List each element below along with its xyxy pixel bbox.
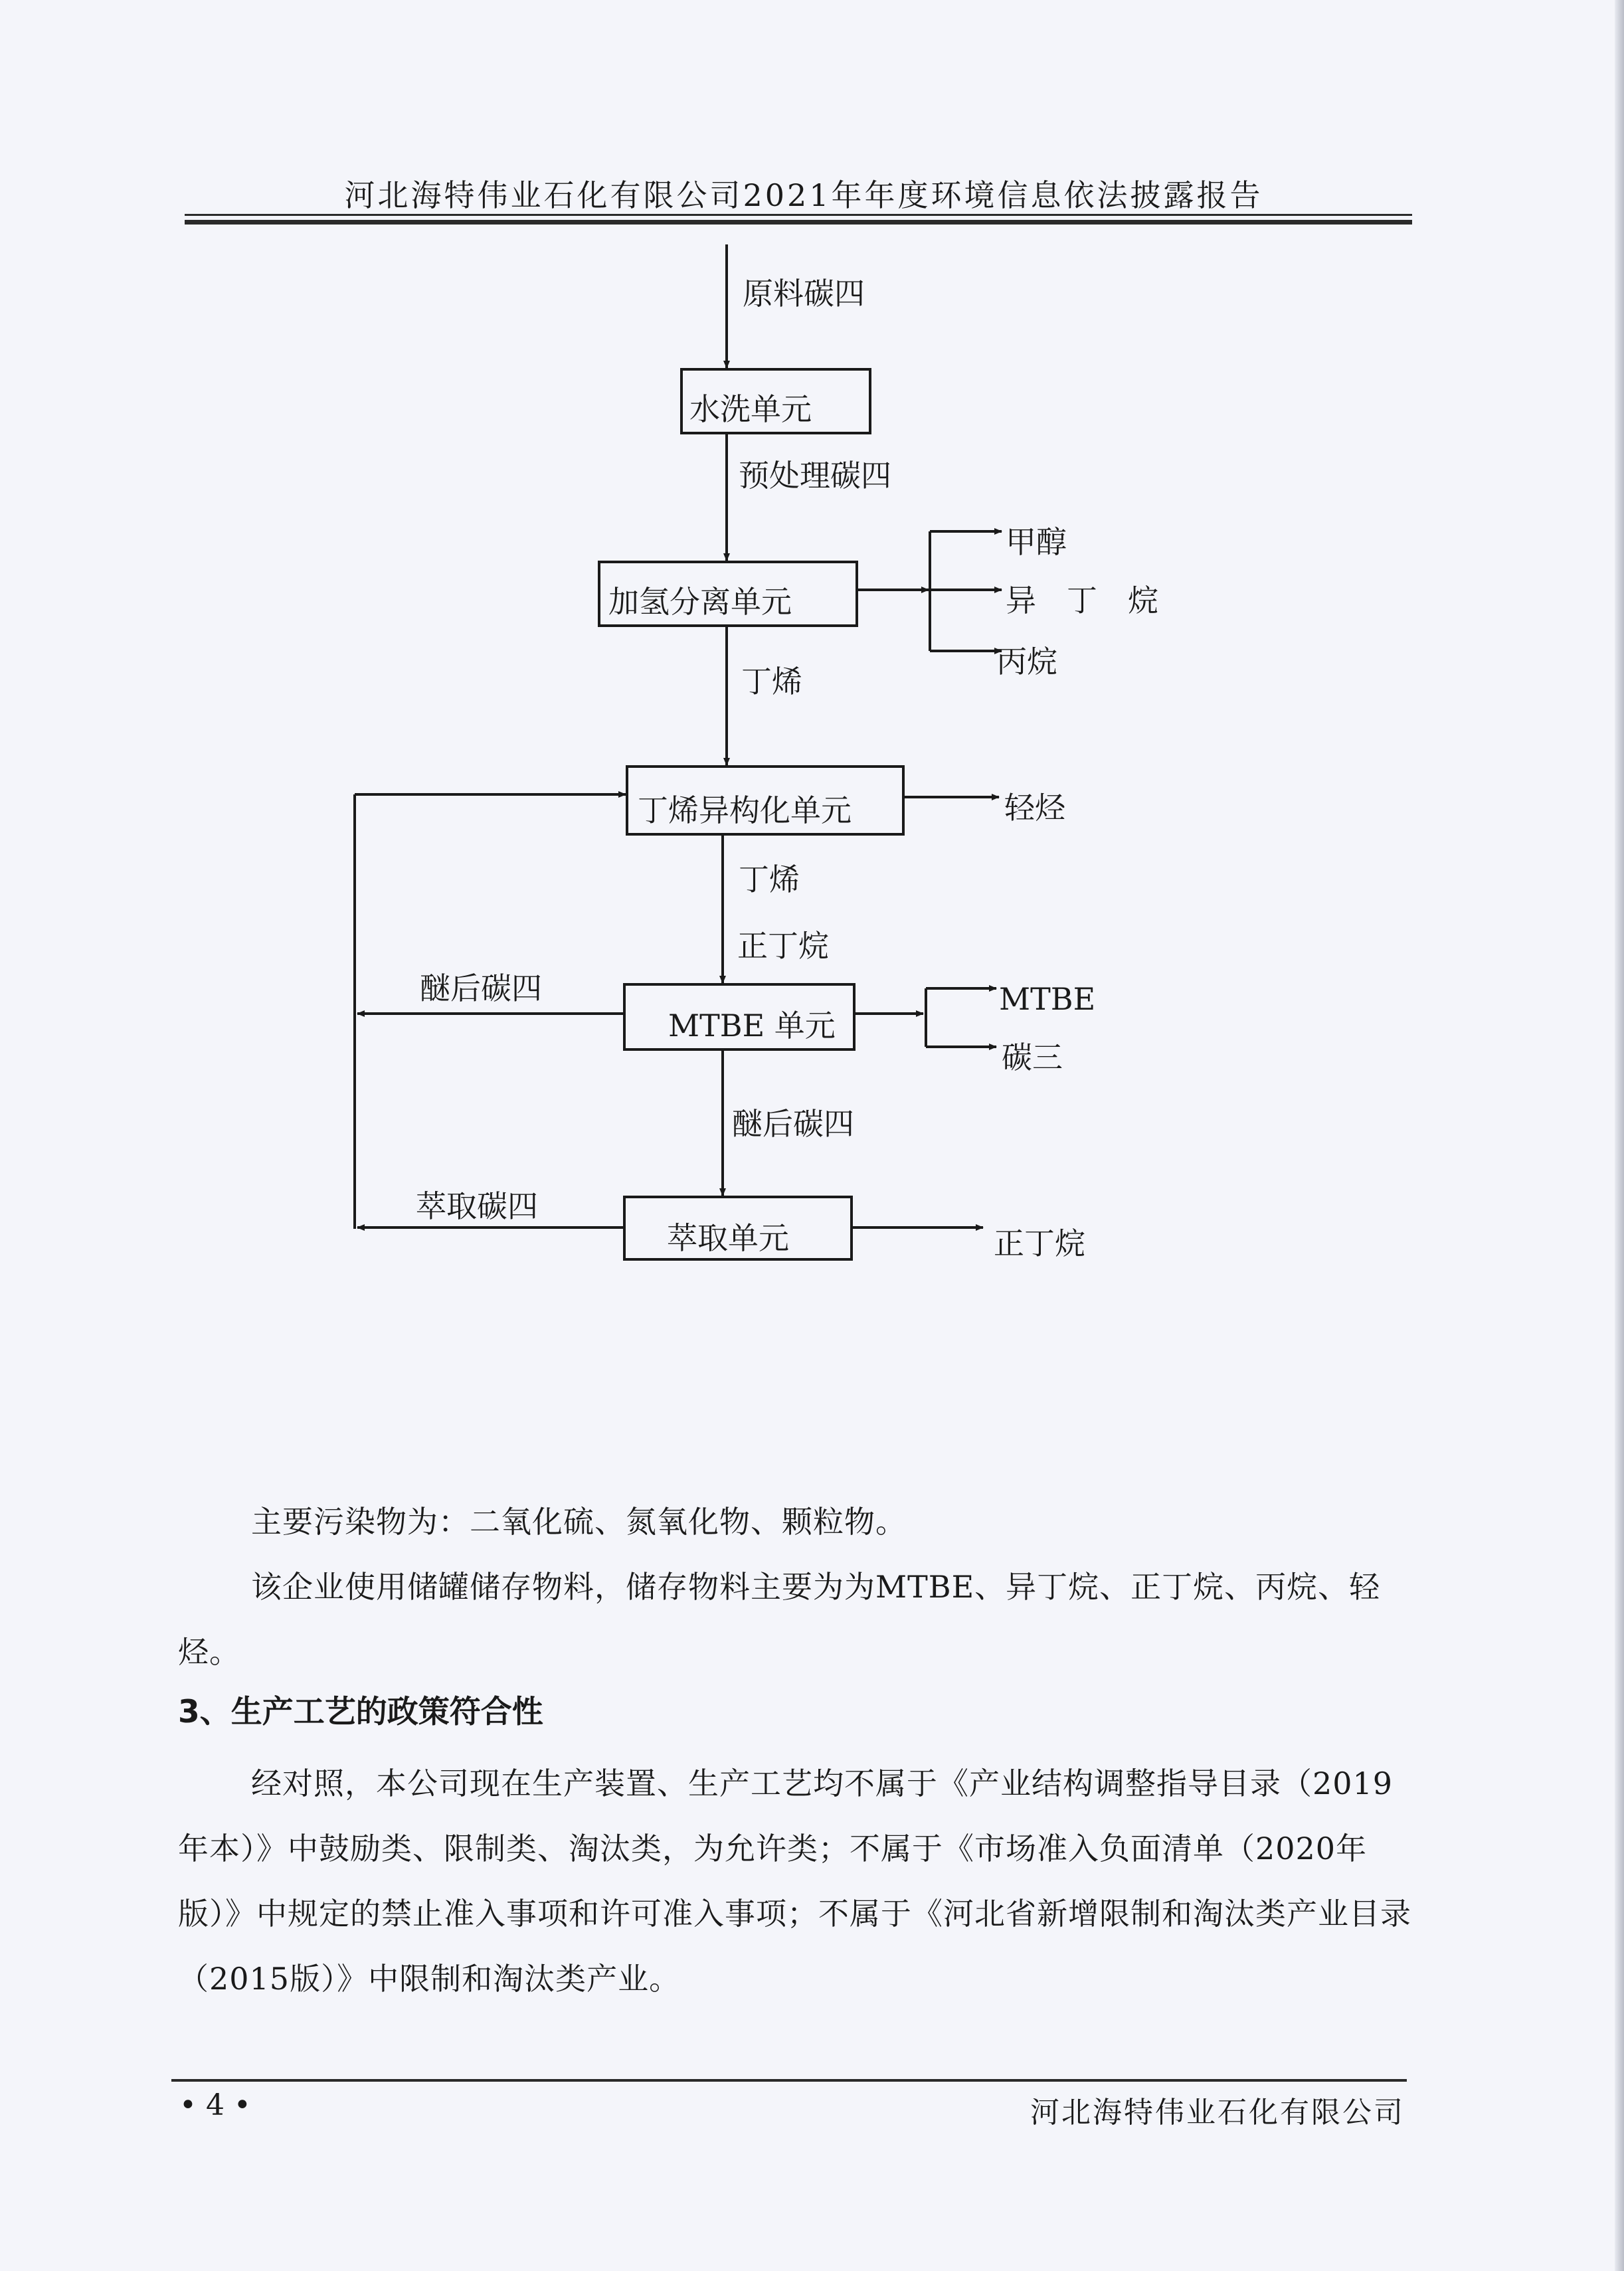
raw-c4-label: 原料碳四 <box>743 276 865 312</box>
extraction-unit-label: 萃取单元 <box>667 1220 789 1256</box>
butene-label: 丁烯 <box>741 664 802 699</box>
extracted-c4-label: 萃取碳四 <box>416 1188 538 1224</box>
n-butane-product-label: 正丁烷 <box>994 1226 1085 1261</box>
post-ether-c4-down-label: 醚后碳四 <box>732 1106 854 1142</box>
mtbe-product-label: MTBE <box>999 981 1096 1017</box>
n-butane-feed-label: 正丁烷 <box>737 928 829 964</box>
pretreated-c4-label: 预处理碳四 <box>739 458 891 494</box>
methanol-label: 甲醇 <box>1006 524 1067 560</box>
report-header-title: 河北海特伟业石化有限公司2021年年度环境信息依法披露报告 <box>344 177 1263 213</box>
footer-company-name: 河北海特伟业石化有限公司 <box>1030 2096 1405 2130</box>
mtbe-unit-label: MTBE 单元 <box>668 1008 836 1044</box>
butene-feed-label: 丁烯 <box>739 862 800 897</box>
c3-label: 碳三 <box>1002 1040 1063 1075</box>
pollutants-paragraph: 主要污染物为：二氧化硫、氮氧化物、颗粒物。 <box>251 1504 907 1540</box>
propane-label: 丙烷 <box>996 644 1057 680</box>
storage-paragraph: 该企业使用储罐储存物料，储存物料主要为为MTBE、异丁烷、正丁烷、丙烷、轻烃。 <box>178 1569 1381 1670</box>
isobutane-label: 异 丁 烷 <box>1006 583 1158 618</box>
policy-compliance-paragraph: 经对照，本公司现在生产装置、生产工艺均不属于《产业结构调整指导目录（2019年本）》中鼓励类、限制类、淘汰类，为允许类；不属于《市场准入负面清单（2020年版）》中规定的禁止准入事项和许可准入事项；不属于《河北省新增限制和淘汰类产业目录（2015版）》中限制和淘汰类产业。 <box>178 1766 1411 1997</box>
post-ether-c4-left-label: 醚后碳四 <box>420 970 542 1006</box>
section-3-heading: 3、生产工艺的政策符合性 <box>178 1694 543 1730</box>
water-wash-unit-label: 水洗单元 <box>689 391 812 427</box>
page-number: • 4 • <box>179 2088 251 2122</box>
footer-rule <box>171 2079 1407 2082</box>
hydro-separation-unit-label: 加氢分离单元 <box>608 584 792 620</box>
light-hydrocarbon-label: 轻烃 <box>1004 790 1065 826</box>
butene-isomerization-unit-label: 丁烯异构化单元 <box>638 792 852 828</box>
